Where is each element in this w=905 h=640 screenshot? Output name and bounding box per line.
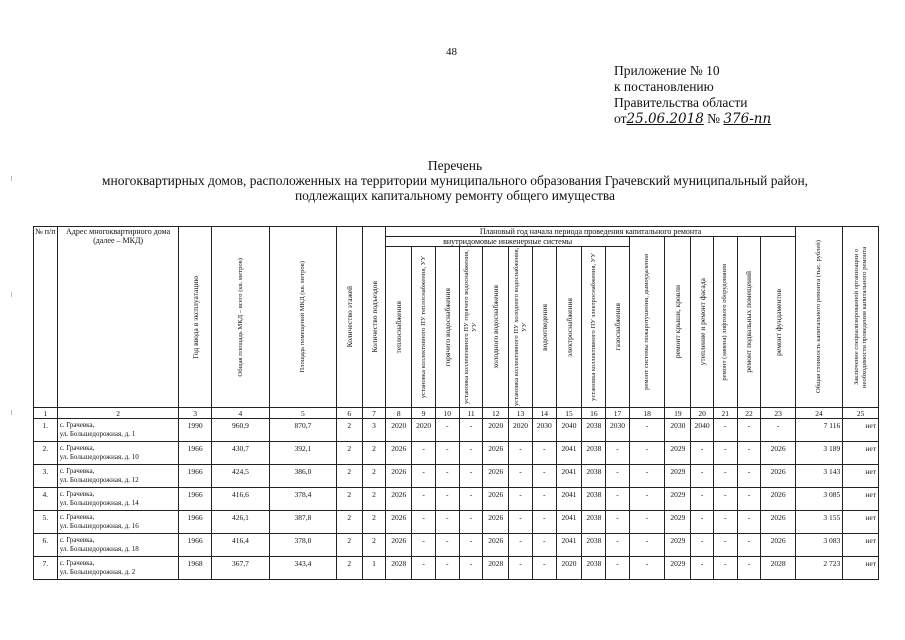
address-cell <box>57 442 179 465</box>
buildings-table <box>33 226 879 580</box>
data-cell: - <box>509 488 533 511</box>
data-cell: - <box>629 488 665 511</box>
title-line: подлежащих капитальному ремонту общего имущества <box>294 188 616 203</box>
data-cell: 870,7 <box>270 419 337 442</box>
row-number-cell: 3. <box>34 465 58 488</box>
scan-margin-mark <box>11 292 12 297</box>
title-line: многоквартирных домов, расположенных на территории муниципального образования Грачевский муниципальный район, <box>101 173 809 188</box>
column-number: 13 <box>509 408 533 419</box>
data-cell: - <box>459 511 483 534</box>
data-cell: 2029 <box>665 488 691 511</box>
row-number-cell: 6. <box>34 534 58 557</box>
data-cell: 2041 <box>556 488 582 511</box>
column-number: 12 <box>483 408 509 419</box>
data-cell: - <box>713 442 737 465</box>
row-number-cell: 5. <box>34 511 58 534</box>
data-cell: - <box>459 534 483 557</box>
data-cell: 2020 <box>412 419 436 442</box>
data-cell: 416,6 <box>211 488 269 511</box>
column-number: 25 <box>843 408 879 419</box>
address-cell <box>57 511 179 534</box>
address-line: с. Грачевка, <box>59 444 95 452</box>
column-number: 2 <box>57 408 179 419</box>
header-hot-water-meter: установка коллективного ПУ горячего водоснабжения, УУ <box>459 247 483 408</box>
data-cell: 2041 <box>556 442 582 465</box>
data-cell: 2038 <box>582 534 606 557</box>
data-cell: 2020 <box>386 419 412 442</box>
address-line: ул. Большедорожная, д. 2 <box>59 568 136 576</box>
data-cell: 2020 <box>483 419 509 442</box>
data-cell: 2038 <box>582 419 606 442</box>
data-cell: - <box>713 488 737 511</box>
data-cell: - <box>629 419 665 442</box>
data-cell: 2026 <box>386 511 412 534</box>
data-cell: 2028 <box>386 557 412 580</box>
row-number-cell: 4. <box>34 488 58 511</box>
header-gas: газоснабжения <box>606 247 630 408</box>
column-number: 20 <box>691 408 714 419</box>
column-number: 3 <box>179 408 211 419</box>
data-cell: - <box>459 419 483 442</box>
data-cell: нет <box>843 488 879 511</box>
address-line: с. Грачевка, <box>59 536 95 544</box>
data-cell: 416,4 <box>211 534 269 557</box>
column-number: 17 <box>606 408 630 419</box>
row-number-cell: 2. <box>34 442 58 465</box>
column-number: 18 <box>629 408 665 419</box>
data-cell: 2026 <box>386 442 412 465</box>
column-number: 1 <box>34 408 58 419</box>
data-cell: нет <box>843 557 879 580</box>
header-foundation: ремонт фундаментов <box>761 237 796 408</box>
data-cell: 2 <box>362 534 386 557</box>
data-cell: - <box>713 557 737 580</box>
data-cell: - <box>509 442 533 465</box>
table-row <box>34 534 879 557</box>
data-cell: 3 083 <box>795 534 842 557</box>
data-cell: 2041 <box>556 534 582 557</box>
table-row <box>34 419 879 442</box>
header-premises-area: Площадь помещений МКД (кв. метров) <box>270 227 337 408</box>
header-entrances: Количество подъездов <box>362 227 386 408</box>
data-cell: - <box>412 557 436 580</box>
data-cell: - <box>606 557 630 580</box>
data-cell: 2 <box>336 442 362 465</box>
data-cell: - <box>509 465 533 488</box>
data-cell: 2040 <box>691 419 714 442</box>
column-number: 6 <box>336 408 362 419</box>
data-cell: - <box>737 442 761 465</box>
header-sewer: водоотведения <box>532 247 556 408</box>
data-cell: 343,4 <box>270 557 337 580</box>
row-number-cell: 1. <box>34 419 58 442</box>
handwritten-date: 25.06.2018 <box>626 111 704 127</box>
table-row <box>34 557 879 580</box>
address-cell <box>57 534 179 557</box>
scan-margin-mark <box>11 176 12 181</box>
column-number: 9 <box>412 408 436 419</box>
data-cell: 1 <box>362 557 386 580</box>
data-cell: - <box>532 442 556 465</box>
data-cell: - <box>691 488 714 511</box>
data-cell: - <box>435 442 459 465</box>
data-cell: - <box>629 534 665 557</box>
header-hot-water: горячего водоснабжения <box>435 247 459 408</box>
address-line: ул. Большедорожная, д. 18 <box>59 545 139 553</box>
data-cell: нет <box>843 511 879 534</box>
data-cell: нет <box>843 465 879 488</box>
header-address: Адрес многоквартирного дома (далее – МКД) <box>57 227 179 408</box>
data-cell: 2026 <box>761 511 796 534</box>
address-line: ул. Большедорожная, д. 10 <box>59 453 139 461</box>
data-cell: - <box>412 511 436 534</box>
data-cell: - <box>606 534 630 557</box>
data-cell: 387,8 <box>270 511 337 534</box>
data-cell: - <box>532 465 556 488</box>
data-cell: - <box>435 534 459 557</box>
data-cell: - <box>737 534 761 557</box>
header-electric-meter: установка коллективного ПУ электроснабжения, УУ <box>582 247 606 408</box>
data-cell: - <box>435 511 459 534</box>
data-cell: - <box>532 557 556 580</box>
column-number: 16 <box>582 408 606 419</box>
data-cell: - <box>691 511 714 534</box>
table-row <box>34 442 879 465</box>
data-cell: 2026 <box>386 534 412 557</box>
title-line: Перечень <box>427 158 483 173</box>
data-cell: - <box>691 534 714 557</box>
column-number-row <box>34 408 879 419</box>
data-cell: 2 <box>362 465 386 488</box>
data-cell: - <box>629 442 665 465</box>
data-cell: 1966 <box>179 511 211 534</box>
date-prefix: от <box>614 111 627 126</box>
appendix-date-line <box>614 111 771 127</box>
data-cell: - <box>532 534 556 557</box>
data-cell: - <box>737 419 761 442</box>
data-cell: 424,5 <box>211 465 269 488</box>
data-cell: - <box>606 465 630 488</box>
appendix-line: Приложение № 10 <box>614 63 720 78</box>
data-cell: 2029 <box>665 534 691 557</box>
data-cell: - <box>713 511 737 534</box>
address-line: с. Грачевка, <box>59 559 95 567</box>
address-line: ул. Большедорожная, д. 1 <box>59 430 136 438</box>
header-cost: Общая стоимость капитального ремонта (тыс. рублей) <box>795 227 842 408</box>
data-cell: 960,9 <box>211 419 269 442</box>
data-cell: 2028 <box>761 557 796 580</box>
address-line: с. Грачевка, <box>59 421 95 429</box>
address-line: с. Грачевка, <box>59 467 95 475</box>
data-cell: 392,1 <box>270 442 337 465</box>
data-cell: 1966 <box>179 465 211 488</box>
data-cell: - <box>737 557 761 580</box>
data-cell: 2038 <box>582 442 606 465</box>
data-cell: 3 143 <box>795 465 842 488</box>
data-cell: - <box>629 511 665 534</box>
data-cell: - <box>606 442 630 465</box>
data-cell: - <box>532 511 556 534</box>
data-cell: 2026 <box>483 465 509 488</box>
address-line: ул. Большедорожная, д. 16 <box>59 522 139 530</box>
data-cell: - <box>412 534 436 557</box>
table-row <box>34 488 879 511</box>
document-title <box>40 158 870 203</box>
data-cell: 2041 <box>556 511 582 534</box>
data-cell: 2 723 <box>795 557 842 580</box>
header-year: Год ввода в эксплуатацию <box>179 227 211 408</box>
column-number: 24 <box>795 408 842 419</box>
data-cell: 2026 <box>386 488 412 511</box>
data-cell: 2026 <box>761 442 796 465</box>
data-cell: 3 <box>362 419 386 442</box>
data-cell: 2029 <box>665 442 691 465</box>
appendix-block <box>614 63 771 127</box>
data-cell: - <box>532 488 556 511</box>
address-line: ул. Большедорожная, д. 14 <box>59 499 139 507</box>
data-cell: нет <box>843 419 879 442</box>
scan-margin-mark <box>11 410 12 415</box>
header-cold-water: холодного водоснабжения <box>483 247 509 408</box>
data-cell: нет <box>843 534 879 557</box>
data-cell: 2038 <box>582 557 606 580</box>
table-row <box>34 511 879 534</box>
data-cell: 1990 <box>179 419 211 442</box>
handwritten-number: 376-пп <box>723 111 772 127</box>
address-line: с. Грачевка, <box>59 490 95 498</box>
data-cell: - <box>629 465 665 488</box>
data-cell: 386,0 <box>270 465 337 488</box>
data-cell: - <box>459 465 483 488</box>
data-cell: 2038 <box>582 488 606 511</box>
header-conclusion: Заключение специализированной организации о необходимости проведения капитального ремонта <box>843 227 879 408</box>
data-cell: - <box>737 465 761 488</box>
data-cell: - <box>737 511 761 534</box>
data-cell: 2029 <box>665 511 691 534</box>
data-cell: 2 <box>336 419 362 442</box>
column-number: 15 <box>556 408 582 419</box>
data-cell: 2020 <box>509 419 533 442</box>
header-heat-meter: установка коллективного ПУ теплоснабжения, УУ <box>412 247 436 408</box>
appendix-line: Правительства области <box>614 95 748 110</box>
data-cell: 2041 <box>556 465 582 488</box>
data-cell: - <box>435 488 459 511</box>
data-cell: 378,0 <box>270 534 337 557</box>
row-number-cell: 7. <box>34 557 58 580</box>
header-cold-water-meter: установка коллективного ПУ холодного водоснабжения, УУ <box>509 247 533 408</box>
data-cell: - <box>435 465 459 488</box>
data-cell: 2 <box>362 442 386 465</box>
address-cell <box>57 557 179 580</box>
header-floors: Количество этажей <box>336 227 362 408</box>
column-number: 22 <box>737 408 761 419</box>
data-cell: - <box>459 557 483 580</box>
header-roof: ремонт крыши, кровли <box>665 237 691 408</box>
header-heat: теплоснабжения <box>386 247 412 408</box>
data-cell: 7 116 <box>795 419 842 442</box>
data-cell: 2020 <box>556 557 582 580</box>
data-cell: 426,1 <box>211 511 269 534</box>
data-cell: 378,4 <box>270 488 337 511</box>
column-number: 8 <box>386 408 412 419</box>
data-cell: - <box>606 488 630 511</box>
column-number: 21 <box>713 408 737 419</box>
address-cell <box>57 488 179 511</box>
address-cell <box>57 465 179 488</box>
data-cell: 367,7 <box>211 557 269 580</box>
header-electric: электроснабжения <box>556 247 582 408</box>
data-cell: 2029 <box>665 465 691 488</box>
data-cell: 1966 <box>179 534 211 557</box>
data-cell: 2030 <box>606 419 630 442</box>
data-cell: - <box>459 442 483 465</box>
data-cell: - <box>761 419 796 442</box>
data-cell: 2026 <box>483 442 509 465</box>
data-cell: - <box>691 465 714 488</box>
data-cell: - <box>509 511 533 534</box>
data-cell: 2 <box>362 488 386 511</box>
data-cell: 2026 <box>483 511 509 534</box>
data-cell: - <box>435 557 459 580</box>
data-cell: 2040 <box>556 419 582 442</box>
data-cell: 430,7 <box>211 442 269 465</box>
header-elevator: ремонт (замена) лифтового оборудования <box>713 237 737 408</box>
data-cell: 2 <box>336 488 362 511</box>
data-cell: 2026 <box>761 534 796 557</box>
data-cell: 2030 <box>665 419 691 442</box>
header-fire: ремонт системы пожаротушения, дымоудаления <box>629 237 665 408</box>
data-cell: 1966 <box>179 442 211 465</box>
data-cell: - <box>412 488 436 511</box>
data-cell: - <box>606 511 630 534</box>
data-cell: 1968 <box>179 557 211 580</box>
data-cell: - <box>509 557 533 580</box>
number-label: № <box>707 111 721 126</box>
data-cell: - <box>459 488 483 511</box>
data-cell: 2026 <box>483 488 509 511</box>
data-cell: 2 <box>336 465 362 488</box>
data-cell: 2026 <box>483 534 509 557</box>
data-cell: 2028 <box>483 557 509 580</box>
data-cell: 2026 <box>386 465 412 488</box>
data-cell: 2029 <box>665 557 691 580</box>
column-number: 19 <box>665 408 691 419</box>
appendix-line: к постановлению <box>614 79 714 94</box>
data-cell: - <box>691 557 714 580</box>
data-cell: 2038 <box>582 465 606 488</box>
column-number: 14 <box>532 408 556 419</box>
data-cell: 2 <box>362 511 386 534</box>
data-cell: 2 <box>336 534 362 557</box>
header-internal-group: внутридомовые инженерные системы <box>386 237 630 247</box>
address-cell <box>57 419 179 442</box>
column-number: 11 <box>459 408 483 419</box>
data-cell: - <box>713 534 737 557</box>
data-cell: 2 <box>336 557 362 580</box>
data-cell: - <box>412 465 436 488</box>
data-cell: 2026 <box>761 465 796 488</box>
header-facade: утепление и ремонт фасада <box>691 237 714 408</box>
header-planned-group: Плановый год начала периода проведения капитального ремонта <box>386 227 795 237</box>
column-number: 4 <box>211 408 269 419</box>
header-basement: ремонт подвальных помещений <box>737 237 761 408</box>
data-cell: 3 085 <box>795 488 842 511</box>
column-number: 7 <box>362 408 386 419</box>
data-cell: - <box>509 534 533 557</box>
data-cell: 2 <box>336 511 362 534</box>
page-number: 48 <box>446 46 457 58</box>
data-cell: - <box>713 465 737 488</box>
data-cell: 1966 <box>179 488 211 511</box>
data-cell: 2026 <box>761 488 796 511</box>
data-cell: - <box>691 442 714 465</box>
data-cell: - <box>713 419 737 442</box>
data-cell: 3 155 <box>795 511 842 534</box>
data-cell: - <box>737 488 761 511</box>
column-number: 10 <box>435 408 459 419</box>
data-cell: 2038 <box>582 511 606 534</box>
address-line: ул. Большедорожная, д. 12 <box>59 476 139 484</box>
column-number: 5 <box>270 408 337 419</box>
header-total-area: Общая площадь МКД – всего (кв. метров) <box>211 227 269 408</box>
address-line: с. Грачевка, <box>59 513 95 521</box>
header-num: № п/п <box>34 227 58 408</box>
data-cell: 2030 <box>532 419 556 442</box>
data-cell: 3 189 <box>795 442 842 465</box>
table-row <box>34 465 879 488</box>
data-cell: - <box>435 419 459 442</box>
data-cell: - <box>629 557 665 580</box>
data-cell: - <box>412 442 436 465</box>
data-cell: нет <box>843 442 879 465</box>
column-number: 23 <box>761 408 796 419</box>
